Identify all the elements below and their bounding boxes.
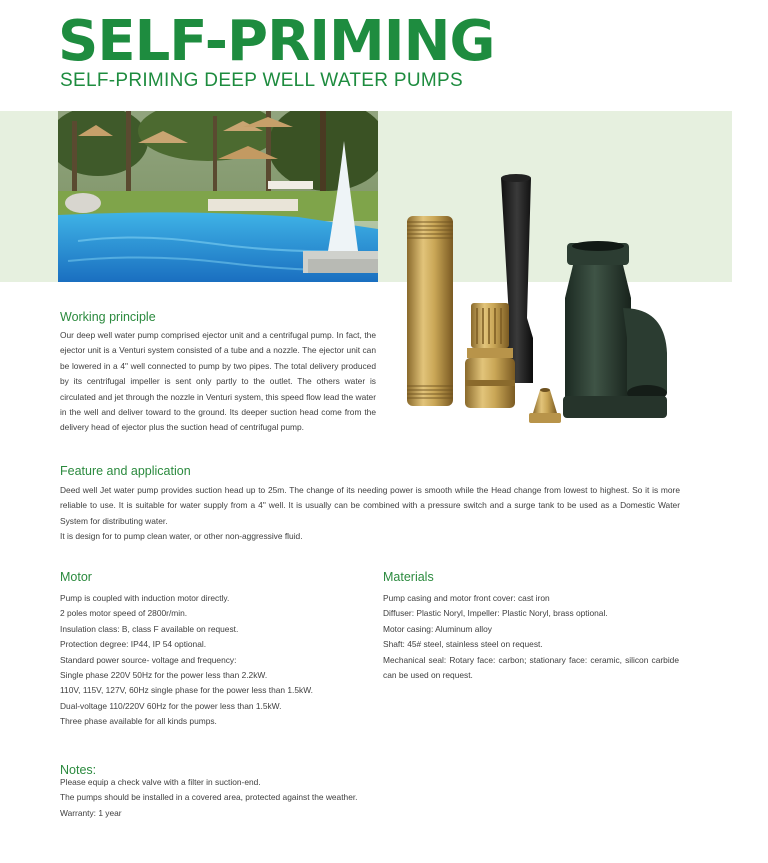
list-item: Pump casing and motor front cover: cast iron [383, 593, 550, 603]
list-item: Warranty: 1 year [60, 807, 122, 818]
notes-heading: Notes: [60, 763, 97, 777]
materials-list [383, 591, 679, 683]
list-item: 110V, 115V, 127V, 60Hz single phase for the power less than 1.5kW. [60, 685, 313, 696]
list-item: Mechanical seal: Rotary face: carbon; stationary face: ceramic, silicon carbide can be used on request. [383, 654, 679, 681]
feature-text [60, 483, 680, 545]
brass-nozzle [529, 388, 561, 423]
brass-check-valve [465, 303, 515, 408]
feature-description: Deed well Jet water pump provides suction head up to 25m. The change of its needing power is smooth while the Head change from lowest to highest. So it is more reliable to use. It is suitable for water supply from a 4" well. It is usually can be combined with a pressure switch and a surge tank to be used as a Domestic Water System for distributing water. [60, 485, 680, 526]
notes-list [60, 775, 460, 821]
list-item: Three phase available for all kinds pumps. [60, 716, 217, 727]
list-item: Single phase 220V 50Hz for the power less than 2.2kW. [60, 670, 268, 681]
list-item: Standard power source- voltage and frequency: [60, 654, 237, 665]
motor-heading: Motor [60, 570, 92, 584]
ejector-body [563, 241, 667, 418]
list-item: Dual-voltage 110/220V 60Hz for the power less than 1.5kW. [60, 700, 282, 711]
motor-list [60, 591, 380, 730]
feature-note: It is design for to pump clean water, or other non-aggressive fluid. [60, 531, 303, 542]
list-item: The pumps should be installed in a covered area, protected against the weather. [60, 792, 358, 803]
list-item: Insulation class: B, class F available on request. [60, 623, 239, 634]
list-item: Diffuser: Plastic Noryl, Impeller: Plastic Noryl, brass optional. [383, 608, 608, 619]
list-item: Shaft: 45# steel, stainless steel on request. [383, 639, 543, 650]
pool-resort-photo [58, 111, 378, 282]
working-principle-text: Our deep well water pump comprised ejector unit and a centrifugal pump. In fact, the ejector unit is a Venturi system consisted of a tube and a nozzle. The ejector unit can be lowered in a 4" well connected to pump by two pipes. The total delivery produced by its centrifugal impeller is sent only partly to the outlet. The others water is circulated and jet through the nozzle in Venturi system, this speed flow lead the water in the well and deliver toward to the ground. Its deeper suction head come from the delivery head of ejector plus the suction head of centrifugal pump. [60, 330, 376, 433]
list-item: Please equip a check valve with a filter in suction-end. [60, 777, 261, 787]
list-item: Protection degree: IP44, IP 54 optional. [60, 639, 207, 650]
page-subtitle: SELF-PRIMING DEEP WELL WATER PUMPS [60, 70, 463, 91]
materials-heading: Materials [383, 570, 434, 584]
page-title: SELF-PRIMING [58, 9, 495, 74]
brass-pipe [407, 216, 453, 406]
feature-heading: Feature and application [60, 464, 191, 478]
list-item: 2 poles motor speed of 2800r/min. [60, 608, 188, 619]
pump-components-illustration [395, 168, 685, 438]
working-principle-heading: Working principle [60, 310, 156, 324]
list-item: Pump is coupled with induction motor directly. [60, 593, 230, 603]
list-item: Motor casing: Aluminum alloy [383, 623, 492, 634]
